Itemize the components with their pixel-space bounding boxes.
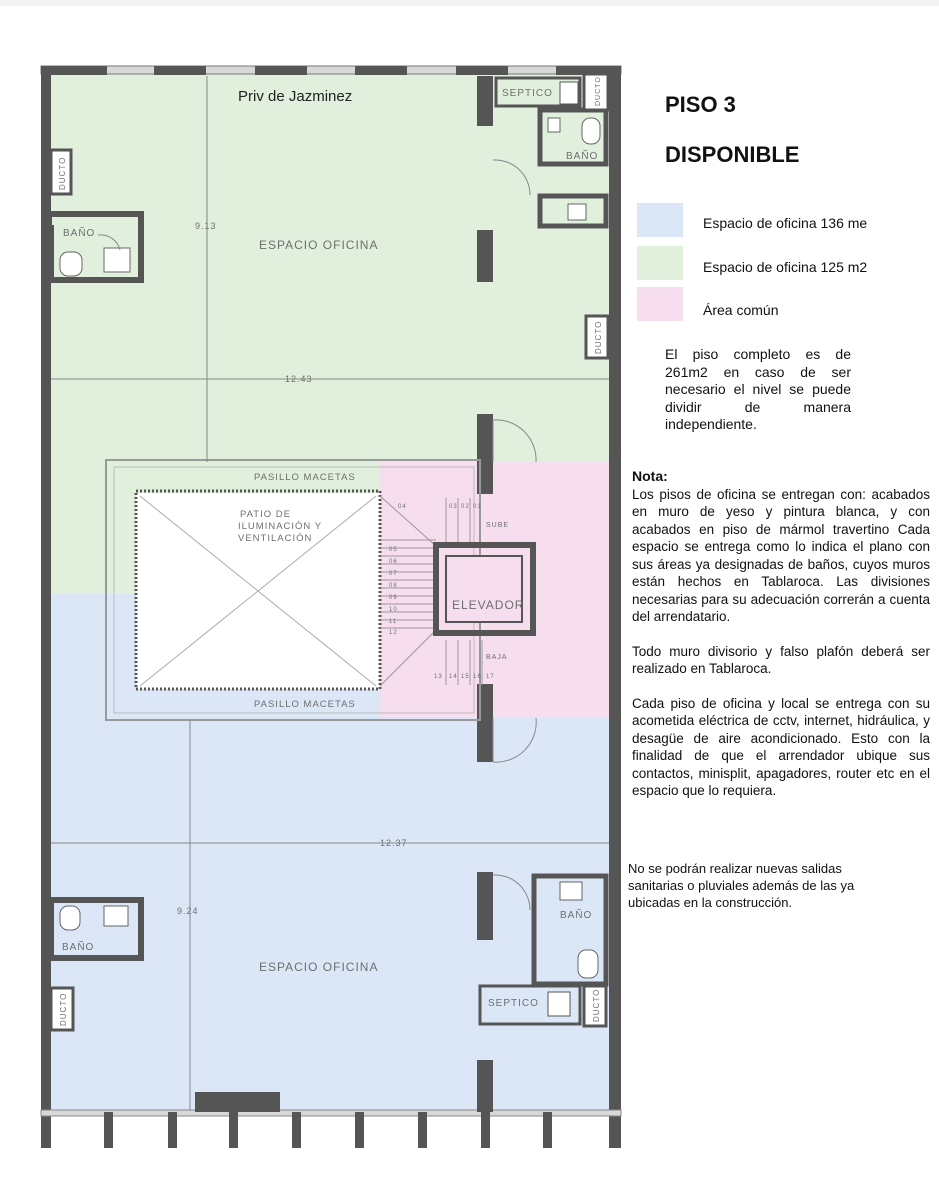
ne-duct-top-label: DUCTO — [595, 76, 602, 106]
availability-status: DISPONIBLE — [665, 142, 800, 167]
floor-summary: El piso completo es de 261m2 en caso de ser necesario el nivel se puede dividir de manera independiente. — [665, 346, 851, 432]
legend-swatch-office-125 — [637, 246, 683, 280]
ne-septic-box — [560, 82, 578, 104]
south-office-label: ESPACIO OFICINA — [259, 960, 379, 974]
legend-label-office-125: Espacio de oficina 125 m2 — [703, 259, 868, 275]
elevator-cab — [446, 556, 525, 622]
stairs-up-label: SUBE — [486, 522, 510, 529]
south-office-horizontal-dimension: 12.37 — [380, 838, 408, 848]
step-number: 04 — [398, 504, 407, 510]
patio-label-line-3: VENTILACIÓN — [238, 533, 313, 544]
notes-paragraph-utilities: Cada piso de oficina y local se entrega con su acometida eléctrica de cctv, internet, hidráulica, y desagüe de aire acondicionado. Esto con la finalidad de que el arrendador ubique sus contactos, minisplit, apagadores, router etc en el espacio que lo requiera. — [632, 695, 930, 798]
legend-swatch-office-136 — [637, 203, 683, 237]
step-number: 10 — [389, 607, 398, 613]
step-number: 07 — [389, 571, 398, 577]
se-bathroom-label: BAÑO — [560, 910, 593, 921]
street-name-label: Priv de Jazminez — [238, 88, 353, 105]
floor-title: PISO 3 — [665, 92, 736, 117]
step-number: 06 — [389, 559, 398, 565]
corridor-south-label: PASILLO MACETAS — [254, 699, 356, 710]
north-office-label: ESPACIO OFICINA — [259, 238, 379, 252]
step-number: 03 — [449, 504, 458, 510]
notes-paragraph-finishes: Los pisos de oficina se entregan con: acabados en muro de yeso y pintura blanca, y con acabados en piso de mármol travertino Cada espacio se entrega como lo indica el plano con sus áreas ya designadas de baños, cuyos muros están hechos en Tablaroca. Las divisiones necesarias para su adecuación correrán a cuenta del arrendatario. — [632, 486, 930, 624]
north-wall — [41, 66, 621, 74]
patio-label-line-2: ILUMINACIÓN Y — [238, 521, 323, 532]
corridor-north-label: PASILLO MACETAS — [254, 472, 356, 483]
step-number: 14 — [449, 674, 458, 680]
notes-paragraph-partitions: Todo muro divisorio y falso plafón deberá ser realizado en Tablaroca. — [632, 643, 930, 676]
step-number: 05 — [389, 547, 398, 553]
se-duct-label: DUCTO — [592, 988, 601, 1022]
sw-bathroom-label: BAÑO — [62, 942, 95, 953]
legend-label-office-136: Espacio de oficina 136 me — [703, 215, 868, 231]
step-number: 11 — [389, 619, 398, 625]
ne-bathroom-label: BAÑO — [566, 151, 599, 162]
patio-label-line-1: PATIO DE — [240, 509, 291, 520]
notes-block — [632, 468, 930, 817]
nw-bathroom-label: BAÑO — [63, 228, 96, 239]
step-number: 13 — [434, 674, 443, 680]
sw-duct-label: DUCTO — [59, 992, 68, 1026]
step-number: 17 — [486, 674, 495, 680]
north-office-vertical-dimension: 9.13 — [195, 221, 217, 231]
sanitary-restriction-note: No se podrán realizar nuevas salidas sanitarias o pluviales además de las ya ubicadas en la construcción. — [628, 861, 855, 910]
legend-label-common-area: Área común — [703, 302, 779, 318]
step-number: 08 — [389, 583, 398, 589]
se-septic-box — [548, 992, 570, 1016]
step-number: 12 — [389, 630, 398, 636]
ne-septic-label: SEPTICO — [502, 88, 553, 99]
south-wall — [41, 1110, 621, 1116]
nw-duct-label: DUCTO — [58, 156, 67, 190]
notes-title: Nota: — [632, 468, 668, 484]
south-office-vertical-dimension: 9.24 — [177, 906, 199, 916]
step-number: 02 — [461, 504, 470, 510]
stairs-down-label: BAJA — [486, 654, 508, 661]
step-number: 15 — [461, 674, 470, 680]
step-number: 09 — [389, 595, 398, 601]
elevator-label: ELEVADOR — [452, 598, 525, 612]
east-wall — [609, 66, 621, 1148]
north-office-horizontal-dimension: 12.43 — [285, 374, 313, 384]
ne-duct-mid-label: DUCTO — [594, 320, 603, 354]
se-septic-label: SEPTICO — [488, 998, 539, 1009]
step-number: 16 — [473, 674, 482, 680]
step-number: 01 — [473, 504, 482, 510]
legend-swatch-common-area — [637, 287, 683, 321]
